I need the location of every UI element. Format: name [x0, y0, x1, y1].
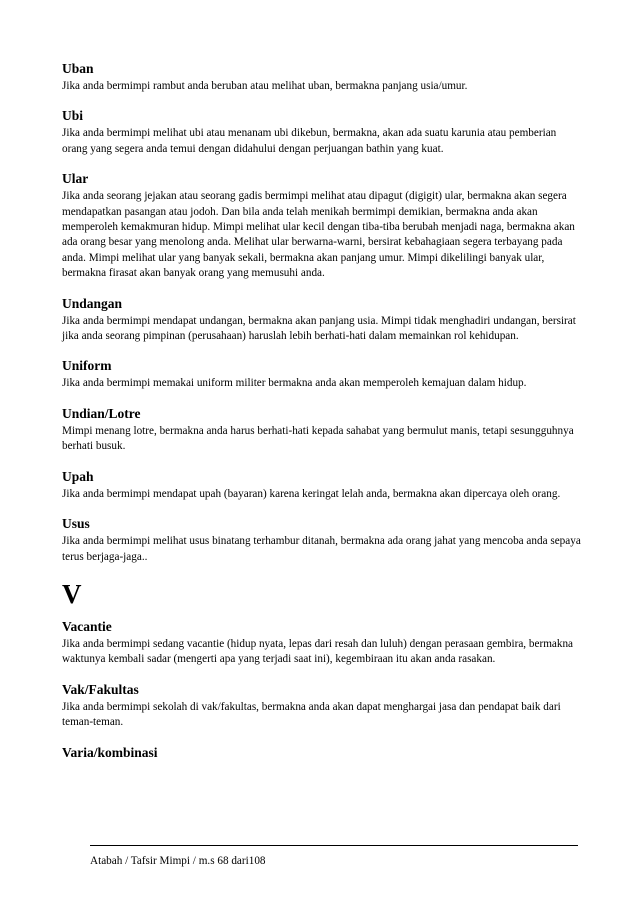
entry-description: Jika anda bermimpi melihat ubi atau menanam ubi dikebun, bermakna, akan ada suatu karunia atau pemberian orang yang segera anda temui dengan didahului dengan perjuangan bathin yang kuat. — [62, 127, 557, 155]
dictionary-entry — [62, 468, 582, 502]
entry-term: Undian/Lotre — [62, 405, 141, 421]
entry-description: Jika anda bermimpi memakai uniform militer bermakna anda akan memperoleh kemajuan dalam hidup. — [62, 377, 527, 390]
entry-description: Jika anda bermimpi melihat usus binatang terhambur ditanah, bermakna ada orang jahat yang mencoba anda sepaya terus berjaga-jaga.. — [62, 535, 581, 563]
entry-description: Jika anda bermimpi mendapat upah (bayaran) karena keringat lelah anda, bermakna akan dipercaya oleh orang. — [62, 487, 561, 500]
footer-text: Atabah / Tafsir Mimpi / m.s 68 dari108 — [90, 855, 266, 867]
dictionary-entry — [62, 170, 582, 281]
dictionary-entry — [62, 357, 582, 391]
entry-description: Jika anda bermimpi rambut anda beruban atau melihat uban, bermakna panjang usia/umur. — [62, 80, 468, 92]
page-content — [62, 60, 582, 774]
entry-term: Varia/kombinasi — [62, 744, 158, 760]
entry-term: Vacantie — [62, 618, 112, 634]
footer-rule — [90, 845, 578, 846]
entry-term: Uniform — [62, 358, 112, 374]
dictionary-entry — [62, 60, 582, 94]
entry-term: Upah — [62, 468, 94, 484]
dictionary-entry — [62, 681, 582, 731]
entry-term: Ular — [62, 171, 89, 187]
dictionary-entry — [62, 515, 582, 565]
entry-description: Jika anda bermimpi mendapat undangan, bermakna akan panjang usia. Mimpi tidak menghadiri undangan, bersirat jika anda seorang pimpinan (perusahaan) haruslah lebih berhati-hati dalam memainkan rol kehidupan. — [62, 314, 576, 343]
dictionary-entry — [62, 405, 582, 455]
entry-term: Vak/Fakultas — [62, 681, 139, 697]
page-footer — [90, 845, 578, 867]
entry-description: Mimpi menang lotre, bermakna anda harus berhati-hati kepada sahabat yang bermulut manis, tetapi sesungguhnya berhati busuk. — [62, 424, 574, 453]
dictionary-entry — [62, 295, 582, 345]
dictionary-entry — [62, 107, 582, 157]
entry-description: Jika anda bermimpi sedang vacantie (hidup nyata, lepas dari resah dan luluh) dengan perasaan gembira, bermakna waktunya kembali sadar (mengerti apa yang terjadi saat ini), kegembiraan itu akan anda rasakan. — [62, 637, 574, 666]
dictionary-entry — [62, 618, 582, 668]
entry-term: Usus — [62, 516, 90, 532]
entry-term: Uban — [62, 61, 94, 76]
entry-list-v — [62, 618, 582, 761]
section-letter: V — [62, 578, 82, 609]
dictionary-entry — [62, 744, 582, 761]
entry-term: Ubi — [62, 108, 84, 124]
entry-term: Undangan — [62, 295, 123, 311]
entry-description: Jika anda bermimpi sekolah di vak/fakultas, bermakna anda akan dapat menghargai jasa dan pendapat baik dari teman-teman. — [62, 700, 561, 729]
entry-list-u — [62, 60, 582, 565]
entry-description: Jika anda seorang jejakan atau seorang gadis bermimpi melihat atau dipagut (digigit) ular, bermakna akan segera mendapatkan pasangan atau jodoh. Dan bila anda telah menikah bermimpi demikian, bermakna anda akan memperoleh kemakmuran hidup. Mimpi melihat ular kecil dengan tiba-tiba berubah menjadi naga, bermakna akan ada orang besar yang menolong anda. Melihat ular berwarna-warni, bersirat kebahagiaan segera terbayang pada anda. Mimpi melihat ular yang banyak sekali, bermakna akan panjang umur. Mimpi dikelilingi banyak ular, bermakna firasat akan banyak orang yang memusuhi anda. — [62, 190, 575, 280]
